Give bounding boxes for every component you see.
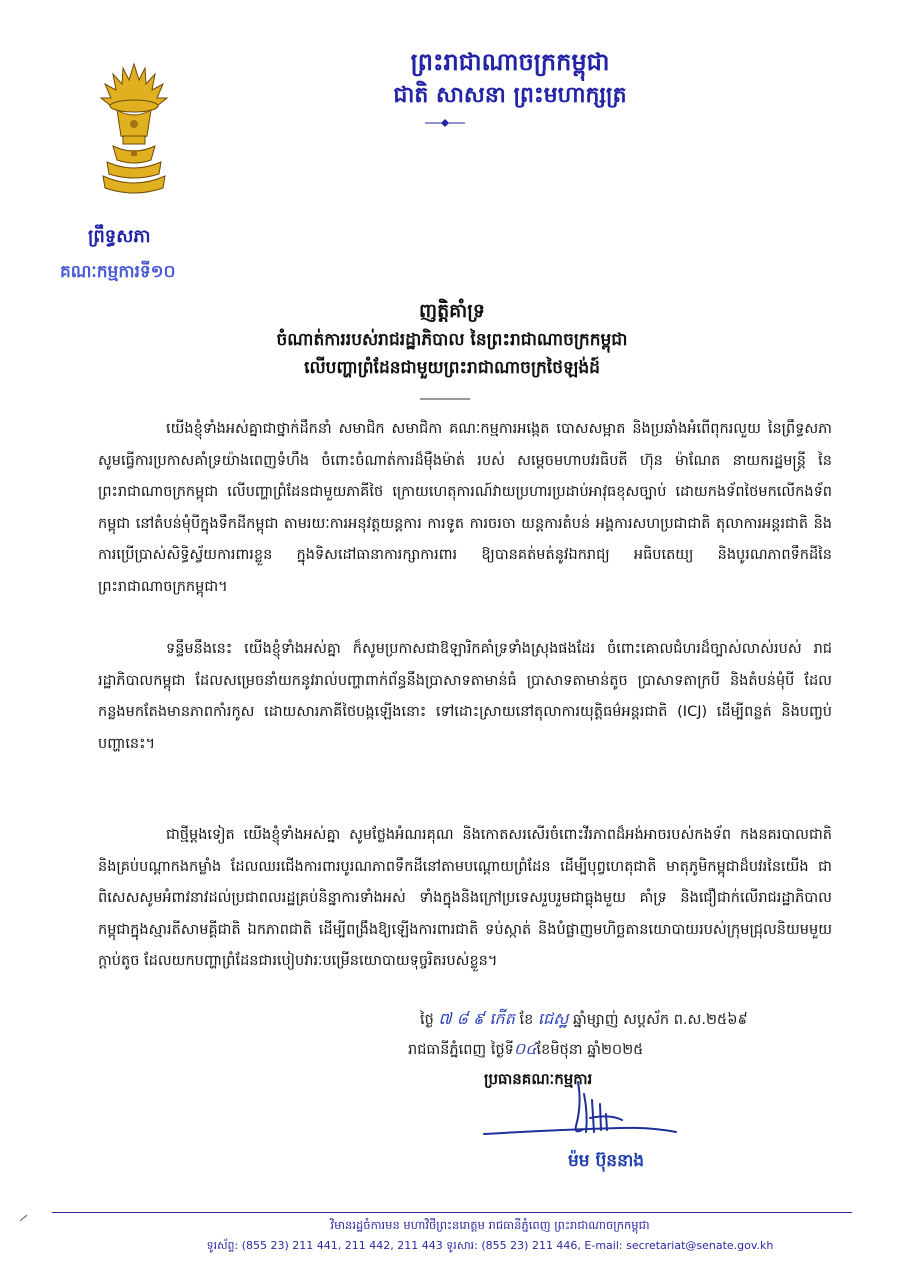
title-line-3: លើបញ្ហាព្រំដែនជាមួយព្រះរាជាណាចក្រថៃឡង់ដ៍ [304,358,600,378]
body-paragraph-3: ជាថ្មីម្តងទៀត យើងខ្ញុំទាំងអស់គ្នា សូមថ្លែងអំណរគុណ និងកោតសរសើរចំពោះវីរភាពដ៏អង់អាចរបស់កងទ័ព កងនគរបាលជាតិ និងគ្រប់បណ្តាកងកម្លាំង ដែលឈរជើងការពារបូរណភាពទឹកដីនៅតាមបណ្តោយព្រំដែន ដើម្បីបុព្វហេតុជាតិ មាតុភូមិកម្ពុជាដ៏បវរនៃយើង ជាពិសេសសូមអំពាវនាវដល់ប្រជាពលរដ្ឋគ្រប់និន្នាការទាំងអស់ ទាំងក្នុងនិងក្រៅប្រទេសរួបរួមជាធ្លុងមួយ គាំទ្រ និងជឿជាក់លើរាជរដ្ឋាភិបាលកម្ពុជាក្នុងស្មារតីសាមគ្គីជាតិ ឯកភាពជាតិ ដើម្បីពង្រឹងឱ្យឡើងការពារជាតិ ទប់ស្កាត់ និងបំផ្លាញមហិច្ឆតានយោបាយរបស់ក្រុមជ្រុលនិយមមួយក្តាប់តូច ដែលយកបញ្ហាព្រំដែនជារបៀបវារៈបម្រើនយោបាយទុច្ចរិតរបស់ខ្លួន។ [98,827,832,969]
lunar-day-handwritten: ៧ ៨ ៩ កើត [438,1009,515,1028]
signatory-title: ប្រធានគណៈកម្មការ [484,1070,593,1088]
day-handwritten: ០៤ [513,1039,537,1058]
lunar-prefix: ថ្ងៃ [420,1012,434,1028]
title-line-2: ចំណាត់ការរបស់រាជរដ្ឋាភិបាល នៃព្រះរាជាណាចក្រកម្ពុជា [276,330,628,350]
institution-name: ព្រឹទ្ធសភា [88,226,151,247]
month-handwritten: ជេស្ឋ [537,1009,569,1028]
footer-address: វិមានរដ្ឋចំការមន មហាវិថីព្រះនរោត្តម រាជធានីភ្នំពេញ ព្រះរាជាណាចក្រកម្ពុជា [330,1218,650,1232]
signatory-name: ម៉ម ប៊ុននាង [568,1151,645,1171]
header-ornament [425,118,465,128]
footer-divider [52,1212,852,1213]
national-motto: ជាតិ សាសនា ព្រះមហាក្សត្រ [393,83,627,108]
document-title [150,296,754,382]
lunar-suffix: ឆ្នាំម្សាញ់ សប្តស័ក ព.ស.២៥៦៩ [572,1012,748,1028]
royal-emblem-icon [95,62,173,200]
title-line-1: ញត្តិគាំទ្រ [419,300,485,322]
place-date-line [408,1034,643,1065]
body-paragraph-2: ទន្ទឹមនឹងនេះ យើងខ្ញុំទាំងអស់គ្នា ក៏សូមប្រកាសជាឱឡារិកគាំទ្រទាំងស្រុងផងដែរ ចំពោះគោលជំហរដ៏ច្បាស់លាស់របស់ រាជរដ្ឋាភិបាលកម្ពុជា ដែលសម្រេចនាំយកនូវរាល់បញ្ហាពាក់ព័ន្ធនឹងប្រាសាទតាមាន់ធំ ប្រាសាទតាមាន់តូច ប្រាសាទតាក្របី និងតំបន់មុំបី ដែលកន្លងមកតែងមានភាពកាំរកូស ដោយសារភាគីថៃបង្កឡើងនោះ ទៅដោះស្រាយនៅតុលាការយុត្តិធម៌អន្តរជាតិ (ICJ) ដើម្បីពន្លត់ និងបញ្ចប់បញ្ហានេះ។ [98,641,832,752]
handwritten-signature [470,1074,690,1154]
place-suffix: ខែមិថុនា ឆ្នាំ២០២៥ [536,1042,644,1058]
month-prefix: ខែ [519,1012,534,1028]
body-paragraph-1: យើងខ្ញុំទាំងអស់គ្នាជាថ្នាក់ដឹកនាំ សមាជិក សមាជិកា គណៈកម្មការអង្កេត បោសសម្អាត និងប្រឆាំងអំពើពុករលួយ នៃព្រឹទ្ធសភា សូមធ្វើការប្រកាសគាំទ្រយ៉ាងពេញទំហឹង ចំពោះចំណាត់ការដ៏ម៉ឺងម៉ាត់ របស់ សម្តេចមហាបវរធិបតី ហ៊ុន ម៉ាណែត នាយករដ្ឋមន្ត្រី នៃព្រះរាជាណាចក្រកម្ពុជា លើបញ្ហាព្រំដែនជាមួយភាគីថៃ ក្រោយហេតុការណ៍វាយប្រហារប្រដាប់អាវុធខុសច្បាប់ ដោយកងទ័ពថៃមកលើកងទ័ពកម្ពុជា នៅតំបន់មុំបីក្នុងទឹកដីកម្ពុជា តាមរយៈការអនុវត្តយន្តការ ការទូត ការចរចា យន្តការតំបន់ អង្គការសហប្រជាជាតិ តុលាការអន្តរជាតិ និងការប្រើប្រាស់សិទ្ធិស្វ័យការពារខ្លួន ក្នុងទិសដៅធានាការក្សាការពារ ឱ្យបានគត់មត់នូវឯករាជ្យ អធិបតេយ្យ និងបូរណភាពទឹកដីនៃព្រះរាជាណាចក្រកម្ពុជា។ [98,421,832,595]
place-prefix: រាជធានីភ្នំពេញ ថ្ងៃទី [408,1042,514,1058]
footer-contact: ទូរស័ព្ទ: (855 23) 211 441, 211 442, 211 443 ទូរសារ: (855 23) 211 446, E-mail: secretariat@senate.gov.kh [206,1239,774,1252]
kingdom-header [300,44,720,112]
lunar-date-line [420,1004,748,1035]
title-ornament [420,395,470,403]
commission-name: គណៈកម្មការទី១០ [60,262,176,282]
margin-mark [20,1214,28,1222]
kingdom-title: ព្រះរាជាណាចក្រកម្ពុជា [410,48,610,76]
